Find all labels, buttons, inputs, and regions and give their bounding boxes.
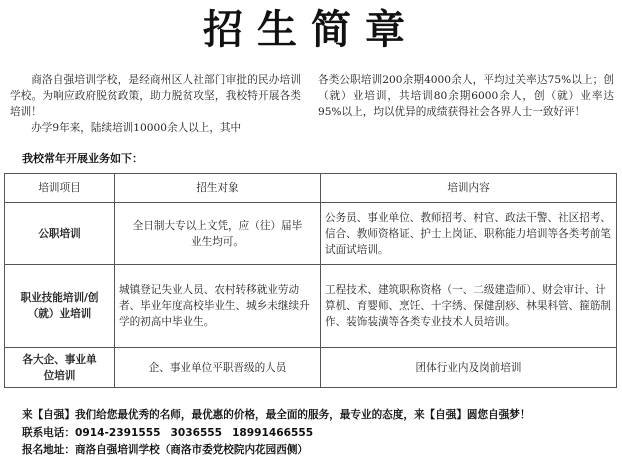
intro-paragraph-3: 各类公职培训200余期4000余人，平均过关率达75%以上；创（就）业培训，共培训80余期6000余人，创（就）业率达95%以上，均以优异的成绩获得社会各界人士一致好评！ bbox=[318, 74, 614, 118]
address-line bbox=[22, 442, 308, 458]
table-header-row bbox=[5, 174, 617, 203]
row-enrollment-target: 企、事业单位平职晋级的人员 bbox=[115, 348, 321, 388]
row-enrollment-target: 全日制大专以上文凭，应（往）届毕业生均可。 bbox=[115, 203, 321, 265]
address-label: 报名地址： bbox=[22, 444, 75, 456]
table-row bbox=[5, 203, 617, 265]
header-training-content: 培训内容 bbox=[321, 174, 617, 203]
table-row bbox=[5, 348, 617, 388]
header-enrollment-target: 招生对象 bbox=[115, 174, 321, 203]
header-training-item: 培训项目 bbox=[5, 174, 115, 203]
page-title: 招生简章 bbox=[203, 7, 419, 53]
intro-paragraph-2: 办学9年来，陆续培训10000余人以上，其中 bbox=[31, 122, 242, 134]
phone-label: 联系电话： bbox=[22, 427, 75, 439]
courses-table bbox=[4, 173, 617, 388]
row-training-name: 各大企、事业单位培训 bbox=[5, 348, 115, 388]
phone-number: 3036555 bbox=[170, 427, 223, 439]
intro-left-column bbox=[10, 72, 301, 136]
row-training-content: 工程技术、建筑职称资格（一、二级建造师）、财会审计、计算机、育婴师、烹饪、十字绣、保健刮痧、林果科管、箍筋制作、装饰装潢等各类专业技术人员培训。 bbox=[321, 265, 617, 348]
row-enrollment-target: 城镇登记失业人员、农村转移就业劳动者、毕业年度高校毕业生、城乡未继续升学的初高中毕业生。 bbox=[115, 265, 321, 348]
section-heading: 我校常年开展业务如下： bbox=[22, 152, 143, 165]
row-training-content: 公务员、事业单位、教师招考、村官、政法干警、社区招考、信合、教师资格证、护士上岗证、职称能力培训等各类考前笔试面试培训。 bbox=[321, 203, 617, 265]
phone-number: 18991466555 bbox=[232, 427, 314, 439]
intro-paragraph-1: 商洛自强培训学校，是经商州区人社部门审批的民办培训学校。为响应政府脱贫政策，助力脱贫攻坚，我校特开展各类培训！ bbox=[10, 74, 301, 118]
phone-number: 0914-2391555 bbox=[74, 427, 161, 439]
row-training-name: 职业技能培训/创（就）业培训 bbox=[5, 265, 115, 348]
contact-phone-line bbox=[22, 425, 313, 441]
table-row bbox=[5, 265, 617, 348]
footer-slogan: 来【自强】我们给您最优秀的名师，最优惠的价格，最全面的服务，最专业的态度，来【自强】圆您自强梦！ bbox=[22, 409, 531, 421]
address-text: 商洛自强培训学校（商洛市委党校院内花园西侧） bbox=[74, 444, 309, 456]
row-training-content: 团体行业内及岗前培训 bbox=[321, 348, 617, 388]
intro-right-column bbox=[318, 72, 614, 120]
row-training-name: 公职培训 bbox=[5, 203, 115, 265]
